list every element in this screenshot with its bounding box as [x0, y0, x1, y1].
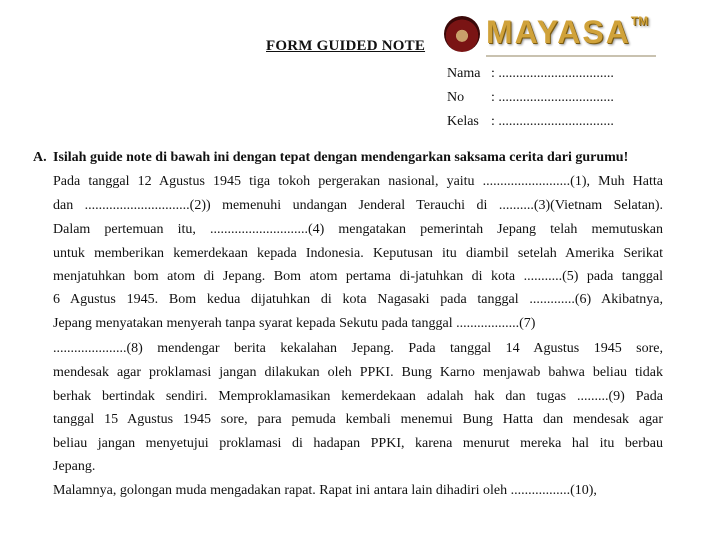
paragraph-line: tanggal 15 Agustus 1945 sore, para pemuda kembali menemui Bung Hatta dan mendesak agar	[53, 412, 663, 427]
student-info	[447, 66, 614, 138]
section-number: A.	[33, 150, 47, 165]
field-nama	[447, 66, 614, 90]
paragraph-line: .....................(8) mendengar berita kekalahan Jepang. Pada tanggal 14 Agustus 1945 sore,	[53, 341, 663, 356]
paragraph-line: beliau jangan menyetujui proklamasi di hadapan PPKI, karena menurut mereka hal itu berbau	[53, 436, 663, 451]
section-instruction	[33, 150, 628, 166]
field-blank: : .................................	[491, 114, 614, 129]
paragraph-line: Malamnya, golongan muda mengadakan rapat. Rapat ini antara lain dihadiri oleh .................(10),	[53, 483, 597, 498]
paragraph-line: berhak bertindak sendiri. Memproklamasikan kemerdekaan adalah hak dan tugas .........(9) Pada	[53, 389, 663, 404]
logo-text: MAYASA	[486, 14, 631, 50]
field-label: Nama	[447, 66, 481, 81]
field-blank: : .................................	[491, 66, 614, 81]
field-no	[447, 90, 614, 114]
paragraph-line: dan ..............................(2)) memenuhi undangan Jenderal Terauchi di ..........(3)(Vietnam Selatan).	[53, 198, 663, 213]
logo-underline	[486, 55, 656, 57]
field-label: No	[447, 90, 465, 105]
paragraph-line: Dalam pertemuan itu, ............................(4) mengatakan pemerintah Jepang telah memutuskan	[53, 222, 663, 237]
logo-tm: TM	[630, 14, 649, 28]
paragraph-line: Jepang.	[53, 459, 96, 474]
paragraph-line: Pada tanggal 12 Agustus 1945 tiga tokoh pergerakan nasional, yaitu .........................(1), Muh Hatta	[53, 174, 663, 189]
form-title: FORM GUIDED NOTE	[266, 38, 426, 54]
paragraph-line: menjatuhkan bom atom di Jepang. Bom atom pertama di-jatuhkan di kota ...........(5) pada tanggal	[53, 269, 663, 284]
logo-emblem-icon	[444, 16, 480, 52]
paragraph-line: mendesak agar proklamasi jangan dilakukan oleh PPKI. Bung Karno menjawab bahwa beliau tidak	[53, 365, 663, 380]
mayasa-logo	[444, 14, 694, 58]
paragraph-line: Jepang menyatakan menyerah tanpa syarat kepada Sekutu pada tanggal ..................(7)	[53, 316, 536, 331]
field-kelas	[447, 114, 614, 138]
field-blank: : .................................	[491, 90, 614, 105]
paragraph-line: untuk memberikan kemerdekaan kepada Indonesia. Keputusan itu diambil setelah Amerika Serikat	[53, 246, 663, 261]
instruction-text: Isilah guide note di bawah ini dengan tepat dengan mendengarkan saksama cerita dari gurumu!	[53, 150, 629, 165]
field-label: Kelas	[447, 114, 479, 129]
paragraph-line: 6 Agustus 1945. Bom kedua dijatuhkan di kota Nagasaki pada tanggal .............(6) Akibatnya,	[53, 292, 663, 307]
